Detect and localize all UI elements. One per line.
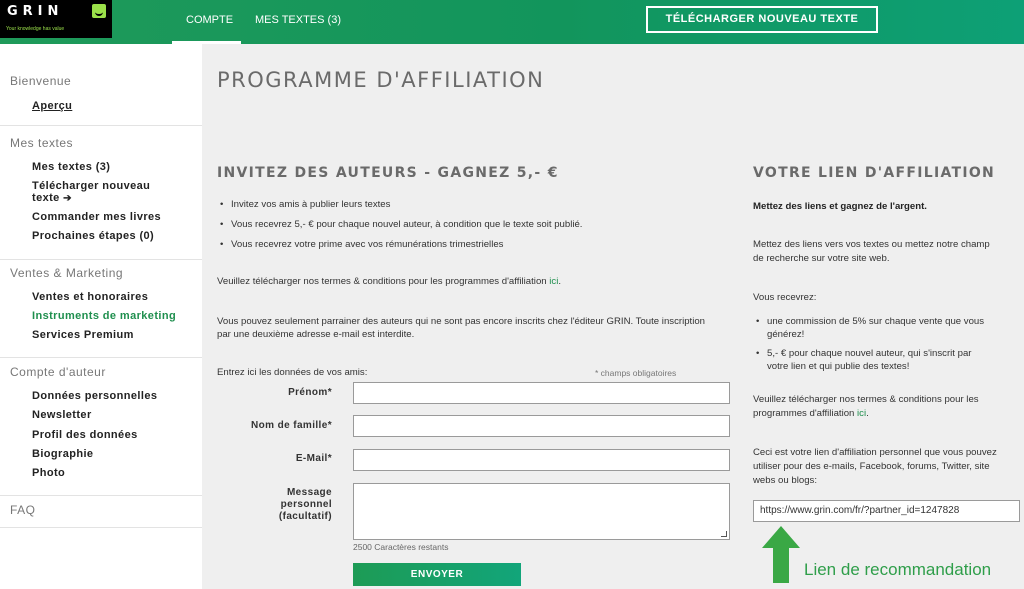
sidebar-item-ventes-honoraires[interactable]: Ventes et honoraires bbox=[32, 291, 149, 303]
terms-end: . bbox=[558, 276, 562, 287]
form-intro: Entrez ici les données de vos amis: bbox=[217, 367, 368, 378]
invite-section-title: INVITEZ DES AUTEURS - GAGNEZ 5,- € bbox=[217, 165, 559, 181]
first-name-input[interactable] bbox=[353, 382, 730, 404]
affiliate-bullet-line1: • 5,- € pour chaque nouvel auteur, qui s'inscrit par bbox=[753, 348, 972, 359]
chars-remaining: 2500 Caractères restants bbox=[353, 542, 449, 552]
invite-note-line2: par une deuxième adresse e-mail est interdite. bbox=[217, 329, 415, 340]
arrow-right-icon: ➔ bbox=[63, 193, 72, 204]
email-input[interactable] bbox=[353, 449, 730, 471]
sidebar-item-instruments-marketing[interactable]: Instruments de marketing bbox=[32, 310, 177, 322]
last-name-input[interactable] bbox=[353, 415, 730, 437]
send-button[interactable]: ENVOYER bbox=[353, 563, 521, 586]
sidebar-heading-ventes: Ventes & Marketing bbox=[10, 266, 124, 280]
sidebar-item-upload-line1[interactable]: Télécharger nouveau bbox=[32, 180, 151, 192]
message-label-line2: personnel bbox=[280, 499, 332, 510]
sidebar-item-newsletter[interactable]: Newsletter bbox=[32, 409, 92, 421]
sidebar-item-prochaines-etapes[interactable]: Prochaines étapes (0) bbox=[32, 230, 155, 242]
sidebar-heading-bienvenue: Bienvenue bbox=[10, 74, 72, 88]
sidebar-item-upload-line2[interactable] bbox=[32, 192, 72, 204]
sidebar-item-label: texte bbox=[32, 192, 60, 204]
sidebar bbox=[0, 44, 202, 589]
sidebar-heading-compte-auteur: Compte d'auteur bbox=[10, 365, 106, 379]
logo-text: GRIN bbox=[7, 4, 64, 19]
link-desc-line1: Ceci est votre lien d'affiliation personnel que vous pouvez bbox=[753, 447, 997, 458]
terms-text: programmes d'affiliation bbox=[753, 408, 858, 419]
last-name-label: Nom de famille* bbox=[250, 420, 332, 431]
upload-new-text-button[interactable]: TÉLÉCHARGER NOUVEAU TEXTE bbox=[646, 6, 878, 33]
sidebar-item-donnees-personnelles[interactable]: Données personnelles bbox=[32, 390, 158, 402]
sidebar-item-biographie[interactable]: Biographie bbox=[32, 448, 94, 460]
terms-text: Veuillez télécharger nos termes & conditions pour les programmes d'affiliation bbox=[217, 276, 550, 287]
affiliate-section-title: VOTRE LIEN D'AFFILIATION bbox=[753, 165, 996, 181]
affiliate-bullet-line2: votre lien et qui publie des textes! bbox=[767, 361, 910, 372]
message-textarea[interactable] bbox=[353, 483, 730, 540]
sidebar-item-faq[interactable]: FAQ bbox=[10, 503, 36, 517]
affiliate-terms-line1: Veuillez télécharger nos termes & conditions pour les bbox=[753, 394, 979, 405]
message-label-line1: Message bbox=[286, 487, 332, 498]
invite-bullet: • Vous recevrez 5,- € pour chaque nouvel auteur, à condition que le texte soit publié. bbox=[217, 219, 582, 230]
grin-logo[interactable] bbox=[0, 0, 112, 38]
sidebar-item-commander[interactable]: Commander mes livres bbox=[32, 211, 162, 223]
tab-mes-textes[interactable]: MES TEXTES (3) bbox=[255, 14, 341, 26]
affiliate-bullet-line1: • une commission de 5% sur chaque vente que vous bbox=[753, 316, 984, 327]
sidebar-heading-mes-textes: Mes textes bbox=[10, 136, 74, 150]
top-navigation-bar bbox=[0, 0, 1024, 44]
terms-link[interactable]: ici bbox=[549, 276, 559, 287]
affiliate-bullet-line2: générez! bbox=[767, 329, 805, 340]
message-label-line3: (facultatif) bbox=[278, 511, 332, 522]
invite-terms-text bbox=[217, 276, 561, 287]
sidebar-item-mes-textes[interactable]: Mes textes (3) bbox=[32, 161, 111, 173]
referral-link-callout: Lien de recommandation bbox=[804, 560, 992, 579]
affiliate-desc-line1: Mettez des liens vers vos textes ou mettez notre champ bbox=[753, 239, 990, 250]
sidebar-item-services-premium[interactable]: Services Premium bbox=[32, 329, 134, 341]
terms-end: . bbox=[866, 408, 869, 419]
resize-handle-icon[interactable] bbox=[721, 531, 727, 537]
sidebar-item-profil-donnees[interactable]: Profil des données bbox=[32, 429, 138, 441]
link-desc-line3: webs ou blogs: bbox=[753, 475, 817, 486]
invite-bullet: • Vous recevrez votre prime avec vos rémunérations trimestrielles bbox=[217, 239, 503, 250]
sidebar-item-apercu[interactable] bbox=[32, 100, 72, 112]
tab-compte[interactable]: COMPTE bbox=[186, 14, 234, 26]
affiliate-link-field[interactable]: https://www.grin.com/fr/?partner_id=1247828 bbox=[753, 500, 1020, 522]
required-fields-note: * champs obligatoires bbox=[595, 368, 677, 378]
sidebar-item-label: Aperçu bbox=[32, 100, 73, 112]
affiliate-headline: Mettez des liens et gagnez de l'argent. bbox=[753, 201, 927, 212]
link-desc-line2: utiliser pour des e-mails, Facebook, forums, Twitter, site bbox=[753, 461, 990, 472]
affiliate-terms-link[interactable]: ici bbox=[857, 408, 867, 419]
affiliate-receive: Vous recevrez: bbox=[753, 292, 817, 303]
email-label: E-Mail* bbox=[295, 453, 332, 464]
logo-tagline: Your knowledge has value bbox=[6, 26, 65, 32]
arrow-up-icon bbox=[762, 526, 800, 583]
page-title: PROGRAMME D'AFFILIATION bbox=[217, 68, 545, 92]
smile-icon bbox=[92, 4, 106, 18]
sidebar-item-photo[interactable]: Photo bbox=[32, 467, 66, 479]
first-name-label: Prénom* bbox=[288, 387, 332, 398]
invite-bullet: • Invitez vos amis à publier leurs textes bbox=[217, 199, 390, 210]
invite-note-line1: Vous pouvez seulement parrainer des auteurs qui ne sont pas encore inscrits chez l'éditeur GRIN. Toute inscription bbox=[217, 316, 706, 327]
affiliate-desc-line2: de recherche sur votre site web. bbox=[753, 253, 890, 264]
affiliate-terms-line2 bbox=[753, 408, 869, 419]
